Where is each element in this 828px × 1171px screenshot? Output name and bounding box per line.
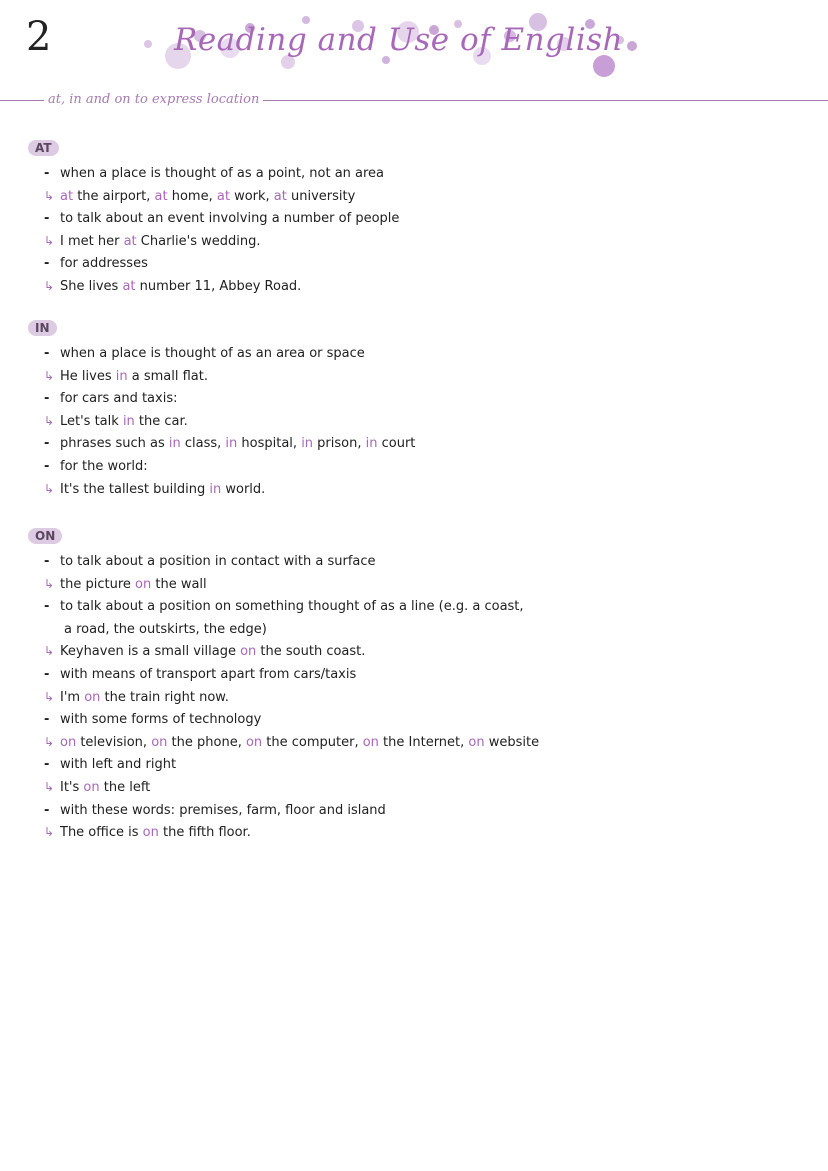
note-text: The office is	[60, 825, 143, 841]
note-text: She lives	[60, 279, 123, 294]
page-number: 2	[26, 14, 52, 60]
note-text: Let's talk	[60, 413, 123, 429]
preposition-highlight: in	[115, 368, 128, 384]
section-label-at: AT	[28, 140, 59, 156]
section-label-on: ON	[28, 528, 62, 544]
example-line	[44, 644, 365, 659]
note-text: a small flat.	[127, 368, 208, 384]
example-arrow-icon: ↳	[44, 734, 55, 749]
note-text: television,	[76, 734, 152, 750]
note-text: to talk about a position in contact with a surface	[60, 554, 376, 569]
example-line	[44, 234, 261, 249]
note-text: class,	[180, 436, 226, 452]
bullet-dash-icon: -	[44, 667, 50, 682]
preposition-highlight: on	[135, 576, 152, 592]
note-text: with these words: premises, farm, floor and island	[60, 802, 386, 818]
note-text: the wall	[151, 576, 207, 592]
example-line	[44, 825, 251, 840]
rule-line	[44, 599, 524, 614]
note-text: a road, the outskirts, the edge)	[64, 621, 267, 637]
example-arrow-icon: ↳	[44, 780, 55, 794]
note-text: prison,	[313, 436, 366, 452]
note-text: I met her	[60, 233, 124, 249]
note-text: the phone,	[167, 734, 246, 750]
example-line	[44, 482, 265, 497]
preposition-highlight: in	[168, 436, 181, 452]
note-text: work,	[229, 188, 274, 204]
example-arrow-icon: ↳	[44, 233, 55, 248]
example-arrow-icon: ↳	[44, 644, 55, 659]
preposition-highlight: in	[225, 436, 238, 452]
rule-line	[44, 459, 148, 474]
note-text: I'm	[60, 689, 85, 705]
example-line	[44, 279, 301, 294]
note-text: university	[286, 188, 356, 204]
note-text: the fifth floor.	[158, 825, 251, 841]
note-text: when a place is thought of as a point, not an area	[60, 166, 385, 181]
note-text: It's	[60, 780, 84, 795]
note-text: home,	[167, 188, 217, 204]
example-arrow-icon: ↳	[44, 825, 55, 840]
note-text: Charlie's wedding.	[136, 233, 261, 249]
example-line	[44, 414, 188, 429]
bullet-dash-icon: -	[44, 757, 50, 773]
note-text: He lives	[60, 368, 116, 384]
preposition-highlight: at	[123, 233, 137, 249]
note-text: for the world:	[60, 459, 148, 474]
example-arrow-icon: ↳	[44, 413, 55, 428]
bullet-dash-icon: -	[44, 712, 50, 728]
rule-line	[44, 166, 384, 181]
bullet-dash-icon: -	[44, 459, 50, 474]
page-title: Reading and Use of English	[174, 22, 624, 58]
note-text: with means of transport apart from cars/taxis	[60, 667, 357, 682]
preposition-highlight: at	[216, 188, 230, 204]
note-text: the south coast.	[256, 644, 366, 660]
example-line	[44, 690, 229, 705]
bullet-dash-icon: -	[44, 256, 50, 272]
preposition-highlight: in	[122, 413, 135, 429]
subtitle-row	[0, 90, 828, 110]
rule-line	[44, 803, 386, 818]
example-arrow-icon: ↳	[44, 188, 55, 203]
rule-line	[44, 712, 261, 727]
example-line	[44, 735, 539, 750]
preposition-highlight: on	[362, 734, 379, 750]
example-arrow-icon: ↳	[44, 481, 55, 496]
note-text: the picture	[60, 576, 136, 592]
preposition-highlight: in	[365, 436, 378, 452]
divider-right	[258, 100, 828, 101]
note-text: the train right now.	[100, 689, 229, 705]
bullet-dash-icon: -	[44, 599, 50, 615]
example-arrow-icon: ↳	[44, 368, 55, 383]
example-line	[44, 577, 207, 592]
preposition-highlight: in	[301, 436, 314, 452]
preposition-highlight: on	[468, 734, 485, 750]
note-text: the computer,	[262, 734, 363, 750]
rule-line	[44, 667, 356, 682]
example-line	[44, 369, 208, 384]
title-block	[138, 10, 658, 80]
example-arrow-icon: ↳	[44, 689, 55, 704]
bullet-dash-icon: -	[44, 554, 50, 569]
rule-line	[44, 256, 148, 271]
note-text: the left	[99, 780, 151, 795]
example-arrow-icon: ↳	[44, 279, 55, 293]
note-text: It's the tallest building	[60, 481, 210, 497]
note-text: the Internet,	[378, 734, 469, 750]
note-text: to talk about an event involving a number of people	[60, 211, 400, 227]
note-text: when a place is thought of as an area or space	[60, 346, 365, 361]
rule-line	[64, 622, 267, 637]
bullet-dash-icon: -	[44, 391, 50, 407]
preposition-highlight: on	[240, 644, 257, 660]
note-text: for cars and taxis:	[60, 391, 178, 407]
bullet-dash-icon: -	[44, 802, 50, 818]
section-label-in: IN	[28, 320, 57, 336]
example-arrow-icon: ↳	[44, 576, 55, 591]
note-text: to talk about a position on something thought of as a line (e.g. a coast,	[60, 599, 524, 615]
rule-line	[44, 436, 415, 451]
rule-line	[44, 757, 176, 772]
preposition-highlight: on	[151, 734, 168, 750]
note-text: Keyhaven is a small village	[60, 644, 241, 660]
example-line	[44, 189, 355, 204]
rule-line	[44, 346, 365, 361]
note-text: court	[377, 436, 416, 452]
note-text: world.	[221, 481, 266, 497]
preposition-highlight: at	[273, 188, 287, 204]
preposition-highlight: on	[60, 734, 77, 750]
note-text: with left and right	[60, 757, 177, 773]
note-text: number 11, Abbey Road.	[135, 279, 302, 294]
divider-left	[0, 100, 48, 101]
preposition-highlight: on	[84, 689, 101, 705]
bullet-dash-icon: -	[44, 166, 50, 181]
rule-line	[44, 554, 376, 569]
preposition-highlight: in	[209, 481, 222, 497]
bullet-dash-icon: -	[44, 211, 50, 227]
rule-line	[44, 391, 177, 406]
preposition-highlight: at	[122, 279, 136, 294]
note-text: with some forms of technology	[60, 712, 262, 728]
rule-line	[44, 211, 399, 226]
note-text: the airport,	[73, 188, 155, 204]
page-subtitle: at, in and on to express location	[44, 92, 263, 107]
note-text: website	[484, 734, 540, 750]
preposition-highlight: at	[154, 188, 168, 204]
preposition-highlight: on	[83, 780, 100, 795]
preposition-highlight: at	[60, 188, 74, 204]
note-text: the car.	[134, 413, 188, 429]
note-text: hospital,	[237, 436, 302, 452]
preposition-highlight: on	[142, 825, 159, 841]
bullet-dash-icon: -	[44, 346, 50, 361]
example-line	[44, 780, 150, 795]
note-text: for addresses	[60, 256, 148, 272]
preposition-highlight: on	[245, 734, 263, 750]
bullet-dash-icon: -	[44, 436, 50, 452]
note-text: phrases such as	[60, 436, 169, 452]
